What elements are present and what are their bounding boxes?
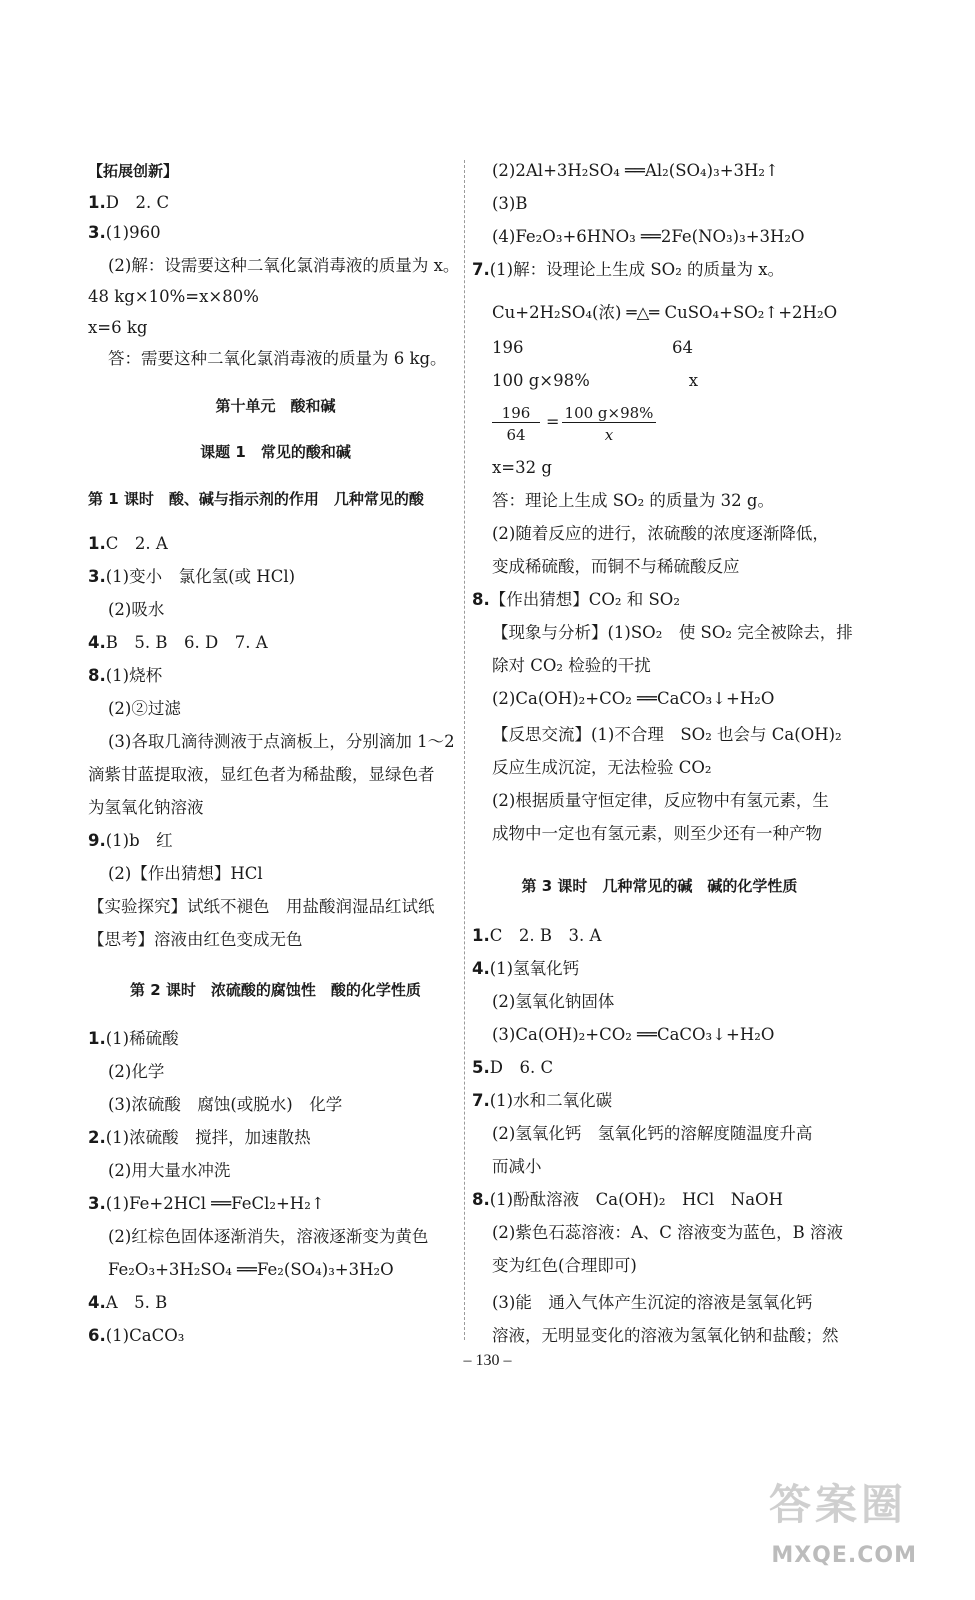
answer-text: (1)稀硫酸 xyxy=(105,1029,179,1048)
question-number: 2. xyxy=(88,1128,106,1147)
question-number: 7. xyxy=(472,260,490,279)
right-line: (2)Ca(OH)₂+CO₂ ══CaCO₃↓+H₂O xyxy=(492,689,775,708)
left-line: x=6 kg xyxy=(88,318,148,337)
left-line: 课题 1 常见的酸和碱 xyxy=(200,443,351,461)
answer-text: (1)Fe+2HCl ══FeCl₂+H₂↑ xyxy=(105,1194,325,1213)
left-line: 【拓展创新】 xyxy=(88,162,179,180)
watermark-logo xyxy=(757,1480,947,1576)
question-number: 1. xyxy=(88,534,106,553)
question-number: 3. xyxy=(88,223,106,242)
left-line xyxy=(88,632,268,654)
left-line: Fe₂O₃+3H₂SO₄ ══Fe₂(SO₄)₃+3H₂O xyxy=(108,1260,394,1279)
right-line: Cu+2H₂SO₄(浓) ═△═ CuSO₄+SO₂↑+2H₂O xyxy=(492,303,838,322)
right-line: 而减小 xyxy=(492,1157,542,1176)
left-line: 【实验探究】试纸不褪色 用盐酸润湿品红试纸 xyxy=(88,897,435,916)
question-number: 4. xyxy=(88,633,106,652)
right-line: (3)能 通入气体产生沉淀的溶液是氢氧化钙 xyxy=(492,1293,813,1312)
left-line: (2)红棕色固体逐渐消失，溶液逐渐变为黄色 xyxy=(108,1227,429,1246)
question-number: 7. xyxy=(472,1091,490,1110)
left-line: (2)【作出猜想】HCl xyxy=(108,864,263,883)
right-line: x=32 g xyxy=(492,458,552,477)
answer-text: D 6. C xyxy=(489,1058,554,1077)
right-line xyxy=(472,589,680,611)
question-number: 8. xyxy=(472,1190,490,1209)
right-line: (2)2Al+3H₂SO₄ ══Al₂(SO₄)₃+3H₂↑ xyxy=(492,161,779,180)
left-line xyxy=(88,533,168,555)
left-line: 第 1 课时 酸、碱与指示剂的作用 几种常见的酸 xyxy=(88,490,424,508)
column-divider xyxy=(464,160,465,1340)
left-line xyxy=(88,566,295,588)
left-line: 第 2 课时 浓硫酸的腐蚀性 酸的化学性质 xyxy=(130,981,421,999)
answer-text: (1)酚酞溶液 Ca(OH)₂ HCl NaOH xyxy=(489,1190,783,1209)
right-line: (2)根据质量守恒定律，反应物中有氢元素，生 xyxy=(492,791,829,810)
right-line: (2)氢氧化钠固体 xyxy=(492,992,615,1011)
right-line: 【现象与分析】(1)SO₂ 使 SO₂ 完全被除去，排 xyxy=(492,623,853,642)
right-line xyxy=(472,1090,612,1112)
right-line xyxy=(472,958,579,980)
left-line: 【思考】溶液由红色变成无色 xyxy=(88,930,303,949)
right-line: 反应生成沉淀，无法检验 CO₂ xyxy=(492,758,712,777)
answer-text: (1)CaCO₃ xyxy=(105,1326,185,1345)
right-line xyxy=(472,1189,783,1211)
left-line xyxy=(88,665,162,687)
left-line xyxy=(88,1292,167,1314)
answer-text: 【作出猜想】CO₂ 和 SO₂ xyxy=(489,590,680,609)
question-number: 1. xyxy=(472,926,490,945)
right-line: 变为红色(合理即可) xyxy=(492,1256,637,1275)
left-line: (3)各取几滴待测液于点滴板上，分别滴加 1～2 xyxy=(108,732,455,751)
watermark-chinese: 答案圈 xyxy=(768,1480,907,1529)
answer-text: (1)变小 氯化氢(或 HCl) xyxy=(105,567,296,586)
answer-text: (1)水和二氧化碳 xyxy=(489,1091,613,1110)
question-number: 6. xyxy=(88,1326,106,1345)
left-line: (2)化学 xyxy=(108,1062,165,1081)
right-line: 100 g×98% x xyxy=(492,371,699,390)
question-number: 8. xyxy=(88,666,106,685)
left-line: 滴紫甘蓝提取液，显红色者为稀盐酸，显绿色者 xyxy=(88,765,435,784)
answer-text: (1)氢氧化钙 xyxy=(489,959,580,978)
left-line xyxy=(88,222,161,244)
right-line: (4)Fe₂O₃+6HNO₃ ══2Fe(NO₃)₃+3H₂O xyxy=(492,227,805,246)
left-line: (3)浓硫酸 腐蚀(或脱水) 化学 xyxy=(108,1095,343,1114)
question-number: 3. xyxy=(88,567,106,586)
left-line xyxy=(88,1325,184,1347)
right-line: 196 64 xyxy=(492,338,693,357)
question-number: 3. xyxy=(88,1194,106,1213)
right-line: 溶液，无明显变化的溶液为氢氧化钠和盐酸；然 xyxy=(492,1326,839,1345)
equals-sign: = xyxy=(546,412,560,431)
right-line: (3)Ca(OH)₂+CO₂ ══CaCO₃↓+H₂O xyxy=(492,1025,775,1044)
right-line: (2)紫色石蕊溶液：A、C 溶液变为蓝色，B 溶液 xyxy=(492,1223,844,1242)
answer-text: C 2. A xyxy=(105,534,168,553)
left-line: 为氢氧化钠溶液 xyxy=(88,798,204,817)
answer-text: B 5. B 6. D 7. A xyxy=(105,633,268,652)
fraction-left-denominator: 64 xyxy=(506,426,526,444)
left-line: (2)吸水 xyxy=(108,600,165,619)
right-line xyxy=(472,925,601,947)
left-line: 第十单元 酸和碱 xyxy=(215,397,336,415)
right-line: 除对 CO₂ 检验的干扰 xyxy=(492,656,651,675)
right-line: (2)随着反应的进行，浓硫酸的浓度逐渐降低， xyxy=(492,524,829,543)
left-line: (2)用大量水冲洗 xyxy=(108,1161,231,1180)
right-line: 变成稀硫酸，而铜不与稀硫酸反应 xyxy=(492,557,740,576)
right-line: 【反思交流】(1)不合理 SO₂ 也会与 Ca(OH)₂ xyxy=(492,725,842,744)
answer-text: (1)浓硫酸 搅拌，加速散热 xyxy=(105,1128,311,1147)
left-line xyxy=(88,830,173,852)
question-number: 4. xyxy=(88,1293,106,1312)
answer-text: (1)烧杯 xyxy=(105,666,163,685)
question-number: 5. xyxy=(472,1058,490,1077)
right-line: (3)B xyxy=(492,194,528,213)
left-line xyxy=(88,192,169,214)
question-number: 8. xyxy=(472,590,490,609)
right-line xyxy=(472,1057,553,1079)
fraction-left-numerator: 196 xyxy=(492,404,540,423)
right-line: 答：理论上生成 SO₂ 的质量为 32 g。 xyxy=(492,491,774,510)
left-line: (2)②过滤 xyxy=(108,699,181,718)
answer-text: (1)解：设理论上生成 SO₂ 的质量为 x。 xyxy=(489,260,785,279)
left-line xyxy=(88,1193,325,1215)
question-number: 1. xyxy=(88,193,106,212)
right-line: 成物中一定也有氢元素，则至少还有一种产物 xyxy=(492,824,822,843)
page-number: – 130 – xyxy=(463,1352,512,1369)
right-line: (2)氢氧化钙 氢氧化钙的溶解度随温度升高 xyxy=(492,1124,813,1143)
right-line: 第 3 课时 几种常见的碱 碱的化学性质 xyxy=(521,877,798,895)
left-line: 答：需要这种二氧化氯消毒液的质量为 6 kg。 xyxy=(108,349,447,368)
answer-text: (1)b 红 xyxy=(105,831,173,850)
left-line xyxy=(88,1127,311,1149)
answer-text: (1)960 xyxy=(105,223,161,242)
question-number: 1. xyxy=(88,1029,106,1048)
fraction-right-denominator: x xyxy=(604,426,614,444)
left-line: 48 kg×10%=x×80% xyxy=(88,287,259,306)
question-number: 9. xyxy=(88,831,106,850)
question-number: 4. xyxy=(472,959,490,978)
watermark-domain: MXQE.COM xyxy=(771,1543,917,1568)
answer-text: A 5. B xyxy=(105,1293,168,1312)
answer-text: D 2. C xyxy=(105,193,170,212)
fraction-right-numerator: 100 g×98% xyxy=(562,404,656,423)
left-line xyxy=(88,1028,179,1050)
answer-text: C 2. B 3. A xyxy=(489,926,602,945)
left-line: (2)解：设需要这种二氧化氯消毒液的质量为 x。 xyxy=(108,256,460,275)
right-line xyxy=(472,259,784,281)
fraction-equation xyxy=(492,404,654,448)
